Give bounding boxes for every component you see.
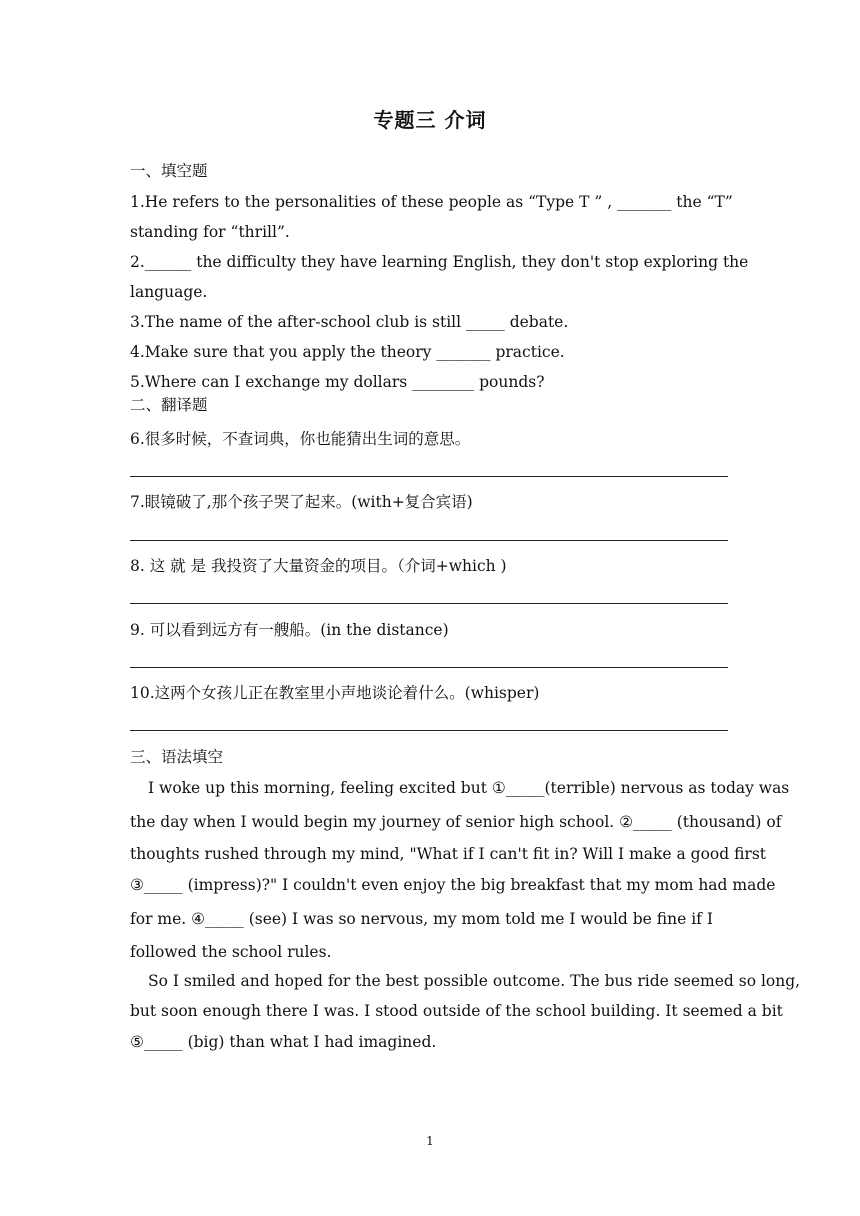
section-heading-fill-blank: 一、填空题 bbox=[130, 162, 208, 180]
answer-line-9[interactable] bbox=[130, 667, 728, 668]
question-8: 8. 这 就 是 我投资了大量资金的项目。（介词+which ) bbox=[130, 557, 507, 575]
passage-line-9: ⑤_____ (big) than what I had imagined. bbox=[130, 1033, 437, 1051]
answer-line-10[interactable] bbox=[130, 730, 728, 731]
question-2-line-2: language. bbox=[130, 283, 208, 301]
answer-line-6[interactable] bbox=[130, 476, 728, 477]
question-1-line-2: standing for “thrill”. bbox=[130, 223, 290, 241]
passage-line-2: the day when I would begin my journey of senior high school. ②_____ (thousand) of bbox=[130, 813, 782, 831]
passage-line-6: followed the school rules. bbox=[130, 943, 332, 961]
question-3: 3.The name of the after-school club is still _____ debate. bbox=[130, 313, 569, 331]
question-5: 5.Where can I exchange my dollars ________ pounds? bbox=[130, 373, 545, 391]
question-7: 7.眼镜破了,那个孩子哭了起来。(with+复合宾语) bbox=[130, 493, 473, 511]
answer-line-7[interactable] bbox=[130, 540, 728, 541]
passage-line-3: thoughts rushed through my mind, "What if I can't fit in? Will I make a good first bbox=[130, 845, 767, 863]
question-1-line-1: 1.He refers to the personalities of these people as “Type T ” , _______ the “T” bbox=[130, 193, 733, 211]
passage-line-7: So I smiled and hoped for the best possible outcome. The bus ride seemed so long, bbox=[148, 972, 801, 990]
question-4: 4.Make sure that you apply the theory _______ practice. bbox=[130, 343, 565, 361]
answer-line-8[interactable] bbox=[130, 603, 728, 604]
question-9: 9. 可以看到远方有一艘船。(in the distance) bbox=[130, 621, 449, 639]
section-heading-grammar-fill: 三、语法填空 bbox=[130, 748, 224, 766]
page-number: 1 bbox=[426, 1134, 434, 1148]
passage-line-5: for me. ④_____ (see) I was so nervous, my mom told me I would be fine if I bbox=[130, 910, 713, 928]
section-heading-translation: 二、翻译题 bbox=[130, 396, 208, 414]
question-2-line-1: 2.______ the difficulty they have learning English, they don't stop exploring the bbox=[130, 253, 749, 271]
passage-line-4: ③_____ (impress)?" I couldn't even enjoy the big breakfast that my mom had made bbox=[130, 876, 776, 894]
question-6: 6.很多时候，不查词典，你也能猜出生词的意思。 bbox=[130, 430, 471, 448]
passage-line-1: I woke up this morning, feeling excited but ①_____(terrible) nervous as today was bbox=[148, 779, 790, 797]
question-10: 10.这两个女孩儿正在教室里小声地谈论着什么。(whisper) bbox=[130, 684, 540, 702]
passage-line-8: but soon enough there I was. I stood outside of the school building. It seemed a bit bbox=[130, 1002, 783, 1020]
page-title: 专题三 介词 bbox=[373, 108, 487, 132]
